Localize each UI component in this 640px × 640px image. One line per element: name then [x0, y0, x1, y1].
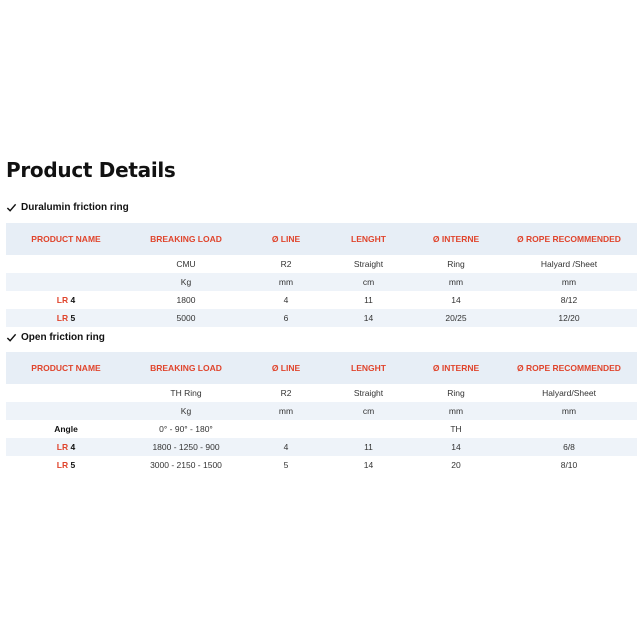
table-cell: Halyard /Sheet	[501, 255, 637, 273]
column-header: PRODUCT NAME	[6, 352, 126, 384]
model-prefix: LR	[56, 460, 69, 470]
column-header: Ø INTERNE	[411, 352, 501, 384]
table-cell: Halyard/Sheet	[501, 384, 637, 402]
table-cell: R2	[246, 384, 326, 402]
table-cell: mm	[246, 402, 326, 420]
table-header-row	[6, 223, 637, 255]
table-cell: 3000 - 2150 - 1500	[126, 456, 246, 474]
table-cell: 4	[246, 291, 326, 309]
table-cell	[246, 420, 326, 438]
table-cell: 11	[326, 438, 411, 456]
table-cell: 0° - 90° - 180°	[126, 420, 246, 438]
row-label	[6, 402, 126, 420]
column-header: Ø LINE	[246, 352, 326, 384]
section-heading-open	[6, 332, 105, 343]
model-number: 5	[70, 313, 76, 323]
table-cell: Kg	[126, 402, 246, 420]
table-cell: CMU	[126, 255, 246, 273]
table-cell: mm	[411, 273, 501, 291]
table-row	[6, 438, 637, 456]
column-header: BREAKING LOAD	[126, 223, 246, 255]
column-header: LENGHT	[326, 352, 411, 384]
table-cell	[501, 420, 637, 438]
column-header: Ø LINE	[246, 223, 326, 255]
table-header-row	[6, 352, 637, 384]
table-cell: 1800 - 1250 - 900	[126, 438, 246, 456]
model-number: 4	[70, 295, 76, 305]
table-row	[6, 291, 637, 309]
model-number: 5	[70, 460, 76, 470]
table-row	[6, 384, 637, 402]
table-cell: 6	[246, 309, 326, 327]
table-row	[6, 255, 637, 273]
table-cell: Straight	[326, 255, 411, 273]
table-cell: Straight	[326, 384, 411, 402]
table-cell: 8/10	[501, 456, 637, 474]
table-cell: 14	[411, 438, 501, 456]
row-label: Angle	[6, 420, 126, 438]
table-cell: cm	[326, 402, 411, 420]
table-cell: 20	[411, 456, 501, 474]
table-cell	[326, 420, 411, 438]
table-cell: 14	[326, 456, 411, 474]
table-cell: TH	[411, 420, 501, 438]
row-label	[6, 309, 126, 327]
spec-table-open	[6, 352, 637, 474]
table-cell: TH Ring	[126, 384, 246, 402]
table-cell: 6/8	[501, 438, 637, 456]
table-cell: cm	[326, 273, 411, 291]
table-cell: 8/12	[501, 291, 637, 309]
table-cell: mm	[411, 402, 501, 420]
column-header: Ø INTERNE	[411, 223, 501, 255]
model-prefix: LR	[56, 442, 69, 452]
table-cell: Ring	[411, 255, 501, 273]
column-header: PRODUCT NAME	[6, 223, 126, 255]
column-header: Ø ROPE RECOMMENDED	[501, 223, 637, 255]
section-heading-label: Open friction ring	[21, 332, 105, 343]
table-cell: 20/25	[411, 309, 501, 327]
check-icon	[6, 202, 17, 213]
row-label	[6, 384, 126, 402]
column-header: BREAKING LOAD	[126, 352, 246, 384]
table-cell: 5	[246, 456, 326, 474]
table-cell: mm	[501, 402, 637, 420]
row-label	[6, 456, 126, 474]
column-header: LENGHT	[326, 223, 411, 255]
model-prefix: LR	[56, 295, 69, 305]
table-cell: Ring	[411, 384, 501, 402]
row-label	[6, 291, 126, 309]
table-cell: 1800	[126, 291, 246, 309]
table-cell: mm	[246, 273, 326, 291]
table-cell: 11	[326, 291, 411, 309]
model-number: 4	[70, 442, 76, 452]
table-cell: 14	[326, 309, 411, 327]
table-row	[6, 309, 637, 327]
table-cell: 14	[411, 291, 501, 309]
table-cell: Kg	[126, 273, 246, 291]
table-cell: R2	[246, 255, 326, 273]
section-heading-duralumin	[6, 202, 129, 213]
column-header: Ø ROPE RECOMMENDED	[501, 352, 637, 384]
section-heading-label: Duralumin friction ring	[21, 202, 129, 213]
row-label	[6, 273, 126, 291]
model-prefix: LR	[56, 313, 69, 323]
spec-table-duralumin	[6, 223, 637, 327]
table-row	[6, 273, 637, 291]
table-cell: 12/20	[501, 309, 637, 327]
row-label	[6, 255, 126, 273]
table-cell: 5000	[126, 309, 246, 327]
table-cell: 4	[246, 438, 326, 456]
check-icon	[6, 332, 17, 343]
table-row	[6, 420, 637, 438]
table-cell: mm	[501, 273, 637, 291]
row-label	[6, 438, 126, 456]
table-row	[6, 456, 637, 474]
page-title: Product Details	[6, 158, 176, 182]
table-row	[6, 402, 637, 420]
